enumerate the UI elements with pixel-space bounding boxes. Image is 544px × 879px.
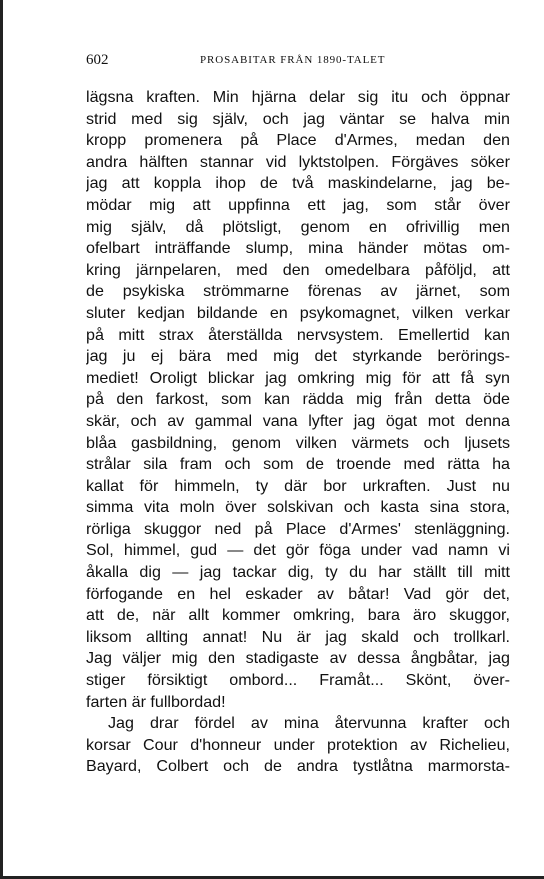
text-line: lägsna kraften. Min hjärna delar sig itu och öppnar <box>86 88 510 106</box>
text-line: Sol, himmel, gud — det gör föga under vad namn vi <box>86 541 510 560</box>
text-line: andra hälften stannar vid lyktstolpen. Förgäves söker <box>86 152 510 171</box>
text-line: skär, och av gammal vana lyfter jag ögat mot denna <box>86 411 510 430</box>
text-line: blåa gasbildning, genom vilken värmets och ljusets <box>86 433 510 452</box>
text-line: de psykiska strömmarne förenas av järnet, som <box>86 282 510 301</box>
text-line: Bayard, Colbert och de andra tystlåtna marmorsta- <box>86 757 510 776</box>
text-line: Jag väljer mig den stadigaste av dessa ångbåtar, jag <box>86 649 510 668</box>
page-number: 602 <box>86 52 109 68</box>
text-line: åkalla dig — jag tackar dig, ty du har ställt till mitt <box>86 563 510 582</box>
running-head: PROSABITAR FRÅN 1890-TALET <box>200 54 386 66</box>
text-line: mig själv, då plötsligt, genom en ofrivillig men <box>86 217 510 236</box>
text-line: kropp promenera på Place d'Armes, medan den <box>86 131 510 150</box>
paragraph-start-line: Jag drar fördel av mina återvunna krafter och <box>108 714 510 733</box>
page-left-edge <box>0 0 3 879</box>
text-line: liksom allting annat! Nu är jag skald och trollkarl. <box>86 627 510 646</box>
text-line: strålar sila fram och som de troende med rätta ha <box>86 455 510 474</box>
text-line: ofelbart inträffande slump, mina händer mötas om- <box>86 239 510 258</box>
text-line: jag ju ej bära med mig det styrkande berörings- <box>86 347 510 366</box>
paragraph-end-line: farten är fullbordad! <box>86 692 226 711</box>
text-line: rörliga skuggor ned på Place d'Armes' stenläggning. <box>86 519 510 538</box>
page-header <box>86 52 516 72</box>
text-line: på den farkost, som kan rädda mig från detta öde <box>86 390 510 409</box>
text-line: sluter kedjan bildande en psykomagnet, vilken verkar <box>86 303 510 322</box>
text-line: mödar mig att uppfinna ett jag, som står över <box>86 195 510 214</box>
text-line: jag att koppla ihop de två maskindelarne, jag be- <box>86 174 510 193</box>
text-line: strid med sig själv, och jag väntar se halva min <box>86 109 510 128</box>
text-line: simma vita moln över solskivan och kasta sina stora, <box>86 498 510 517</box>
text-line: kring järnpelaren, med den omedelbara påföljd, att <box>86 260 510 279</box>
text-line: stiger försiktigt ombord... Framåt... Skönt, över- <box>86 671 510 690</box>
text-line: på mitt strax återställda nervsystem. Emellertid kan <box>86 325 510 344</box>
text-line: korsar Cour d'honneur under protektion av Richelieu, <box>86 735 510 754</box>
text-line: kallat för himmeln, ty där bor urkraften. Just nu <box>86 476 510 495</box>
text-line: förfogande en hel eskader av båtar! Vad gör det, <box>86 584 510 603</box>
text-line: att de, när allt kommer omkring, bara äro skuggor, <box>86 606 510 625</box>
text-line: mediet! Oroligt blickar jag omkring mig för att få syn <box>86 368 510 387</box>
body-text <box>86 87 510 778</box>
